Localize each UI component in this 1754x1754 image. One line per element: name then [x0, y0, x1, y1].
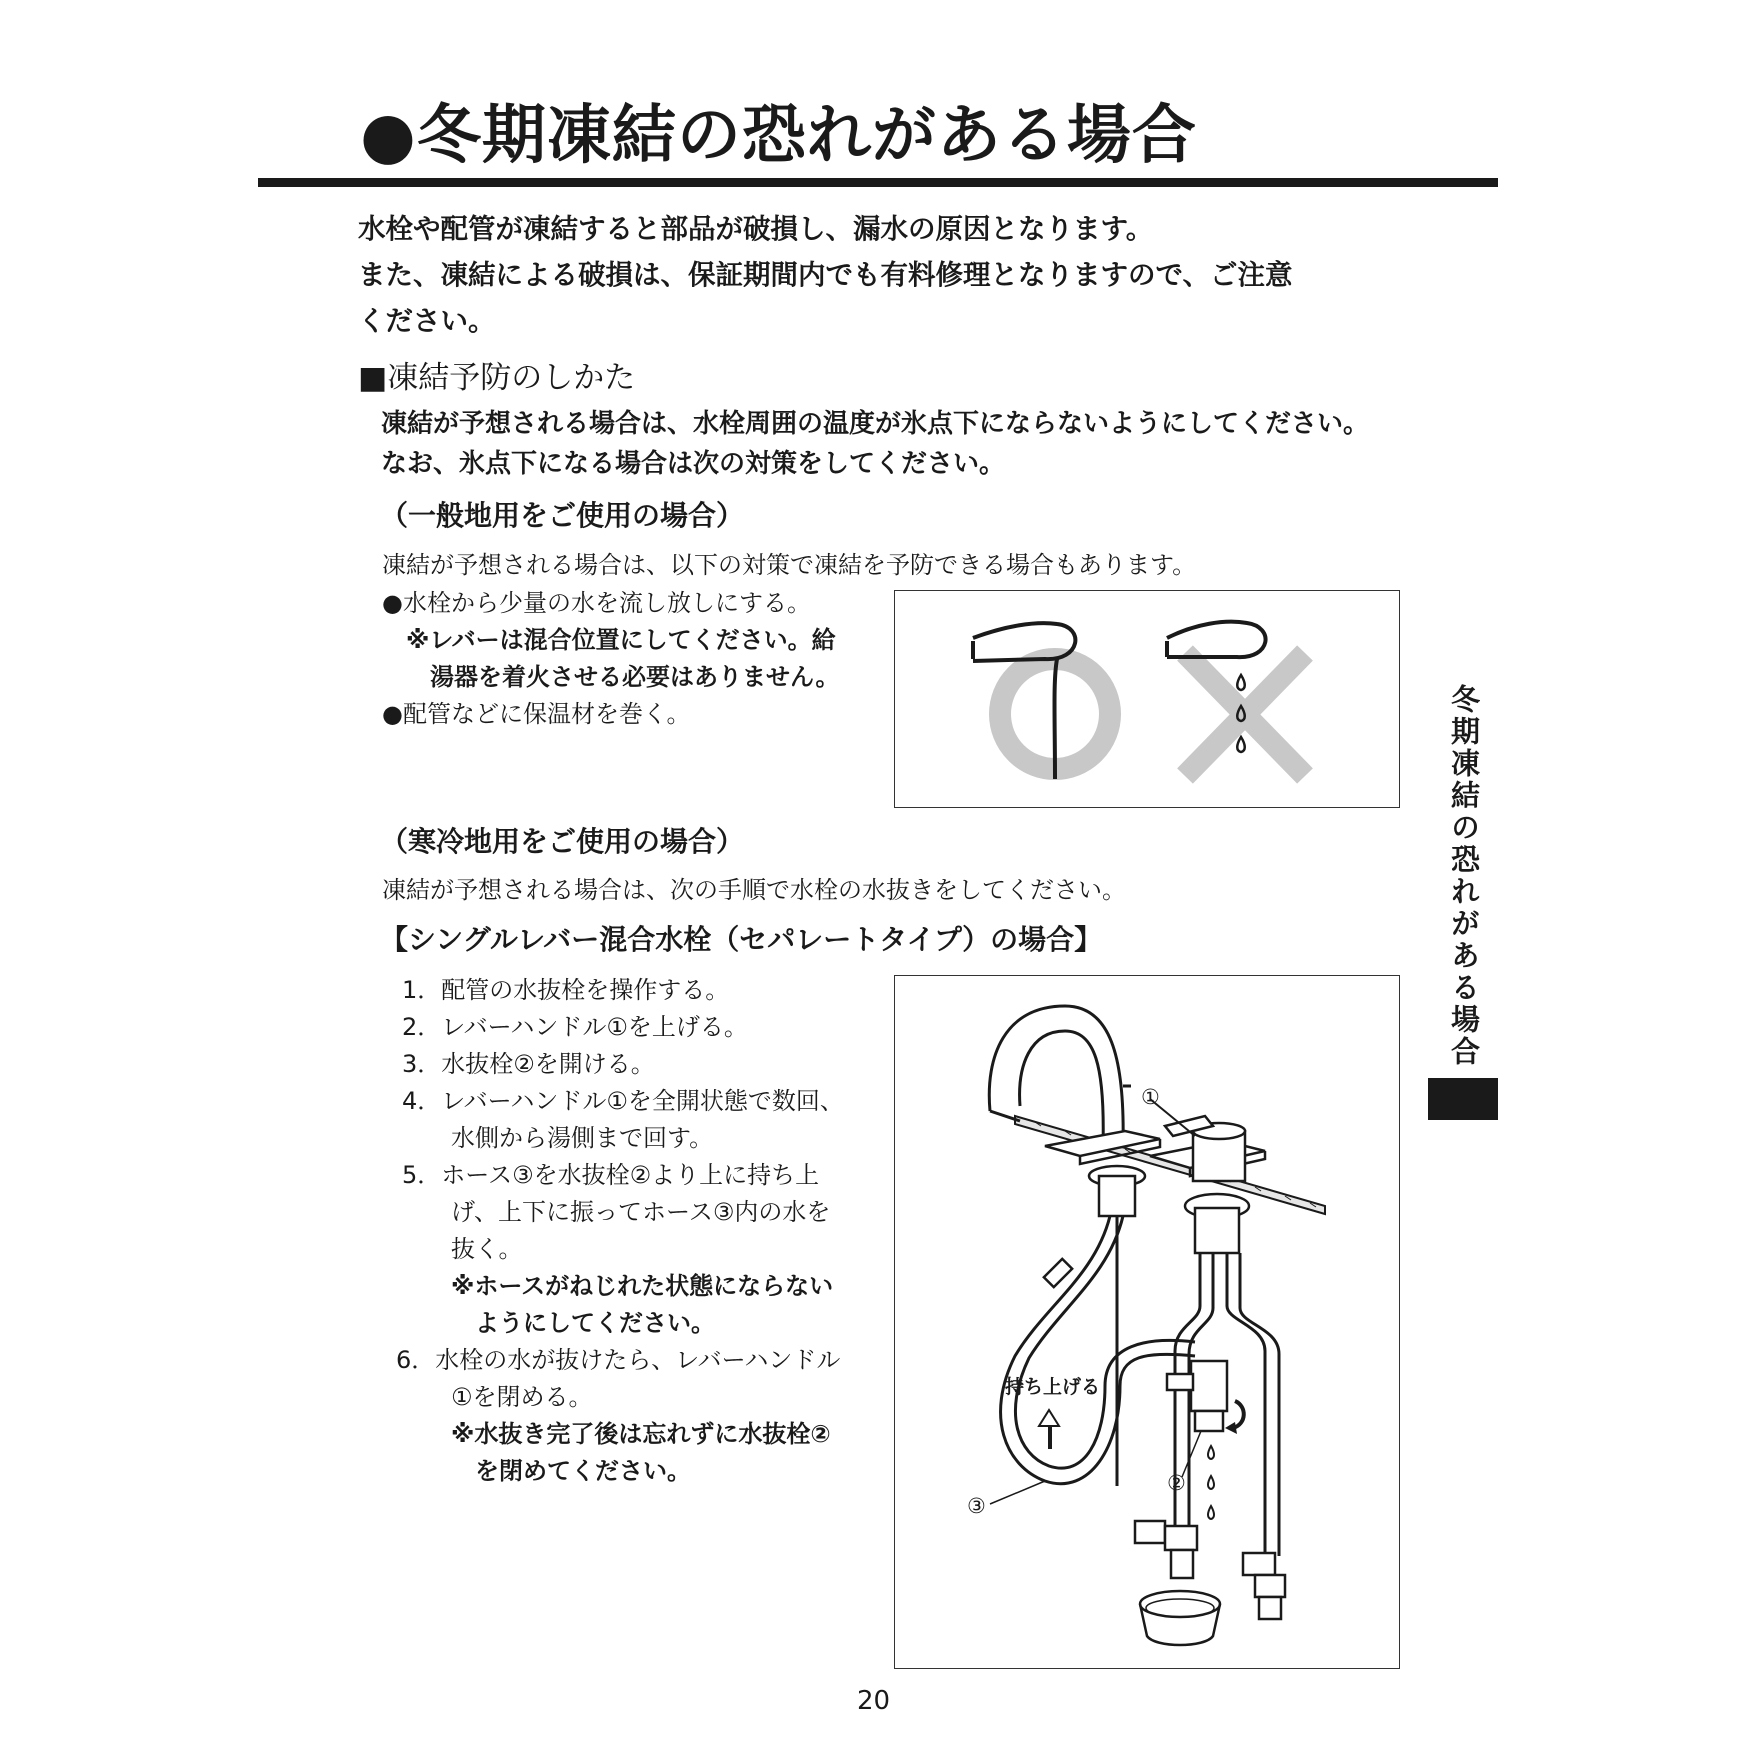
general-list [382, 585, 839, 733]
drain-steps [396, 972, 872, 1490]
step-item-cont: 抜く。 [451, 1235, 523, 1263]
water-drop-icon [1237, 737, 1245, 752]
intro-line: ください。 [358, 305, 496, 337]
intro-paragraph [358, 206, 1418, 344]
label-drain-cock: ② [1167, 1471, 1186, 1495]
step-item-cont: げ、上下に振ってホース③内の水を [451, 1198, 831, 1226]
step-note: ※水抜き完了後は忘れずに水抜栓② [451, 1420, 831, 1448]
intro-line: また、凍結による破損は、保証期間内でも有料修理となりますので、ご注意 [358, 259, 1293, 291]
water-drop-icon [1208, 1506, 1214, 1519]
general-description: 凍結が予想される場合は、以下の対策で凍結を予防できる場合もあります。 [382, 551, 1197, 579]
cold-description: 凍結が予想される場合は、次の手順で水栓の水抜きをしてください。 [382, 876, 1126, 904]
cold-heading: （寒冷地用をご使用の場合） [380, 825, 745, 858]
list-item: ●水栓から少量の水を流し放しにする。 [382, 589, 811, 617]
general-heading: （一般地用をご使用の場合） [380, 499, 745, 532]
faucet-do-dont-svg [895, 591, 1399, 807]
faucet-do-dont-illustration [894, 590, 1400, 808]
list-note: 湯器を着火させる必要はありません。 [430, 663, 840, 691]
drain-cock-icon [1191, 1361, 1227, 1411]
step-note: ようにしてください。 [475, 1309, 715, 1337]
prevention-paragraph [381, 404, 1369, 484]
drain-procedure-diagram [894, 975, 1400, 1669]
step-item: 1．配管の水抜栓を操作する。 [402, 976, 730, 1004]
list-note: ※レバーは混合位置にしてください。給 [406, 626, 836, 654]
water-drop-icon [1208, 1476, 1214, 1489]
faucet-spout-icon [1167, 622, 1266, 657]
water-drop-icon [1208, 1446, 1214, 1459]
prevention-line: 凍結が予想される場合は、水栓周囲の温度が氷点下にならないようにしてください。 [381, 409, 1370, 439]
intro-line: 水栓や配管が凍結すると部品が破損し、漏水の原因となります。 [358, 213, 1154, 245]
step-item: 5．ホース③を水抜栓②より上に持ち上 [402, 1161, 820, 1189]
stop-valve-icon [1135, 1521, 1165, 1543]
step-item-cont: 水側から湯側まで回す。 [451, 1124, 714, 1152]
stop-valve-icon [1243, 1553, 1275, 1575]
water-drop-icon [1237, 675, 1245, 690]
side-tab-marker [1428, 1078, 1498, 1120]
step-item: 6．水栓の水が抜けたら、レバーハンドル [396, 1346, 841, 1374]
page-title: ●冬期凍結の恐れがある場合 [360, 99, 1197, 173]
hose-icon [1001, 1216, 1195, 1484]
step-item-cont: ①を閉める。 [451, 1383, 593, 1411]
title-divider [258, 178, 1498, 187]
label-hose: ③ [967, 1494, 986, 1518]
lift-arrow-icon [1039, 1410, 1059, 1449]
side-tab-label: 冬期凍結の恐れがある場合 [1447, 684, 1481, 1068]
label-lever-handle: ① [1141, 1085, 1160, 1109]
drain-diagram-svg [895, 976, 1399, 1668]
step-item: 2．レバーハンドル①を上げる。 [402, 1013, 748, 1041]
lift-label: 持ち上げる [1005, 1376, 1101, 1398]
water-stream-icon [1055, 659, 1058, 779]
step-item: 3．水抜栓②を開ける。 [402, 1050, 655, 1078]
cold-subheading: 【シングルレバー混合水栓（セパレートタイプ）の場合】 [380, 923, 1103, 956]
prevention-line: なお、氷点下になる場合は次の対策をしてください。 [381, 449, 1006, 479]
step-item: 4．レバーハンドル①を全開状態で数回、 [402, 1087, 844, 1115]
prevention-heading: ■凍結予防のしかた [358, 360, 636, 396]
list-item: ●配管などに保温材を巻く。 [382, 700, 691, 728]
page-number: 20 [857, 1686, 891, 1716]
side-index-tab [1428, 684, 1498, 1120]
step-note: ※ホースがねじれた状態にならない [451, 1272, 834, 1300]
step-note: を閉めてください。 [475, 1457, 691, 1485]
